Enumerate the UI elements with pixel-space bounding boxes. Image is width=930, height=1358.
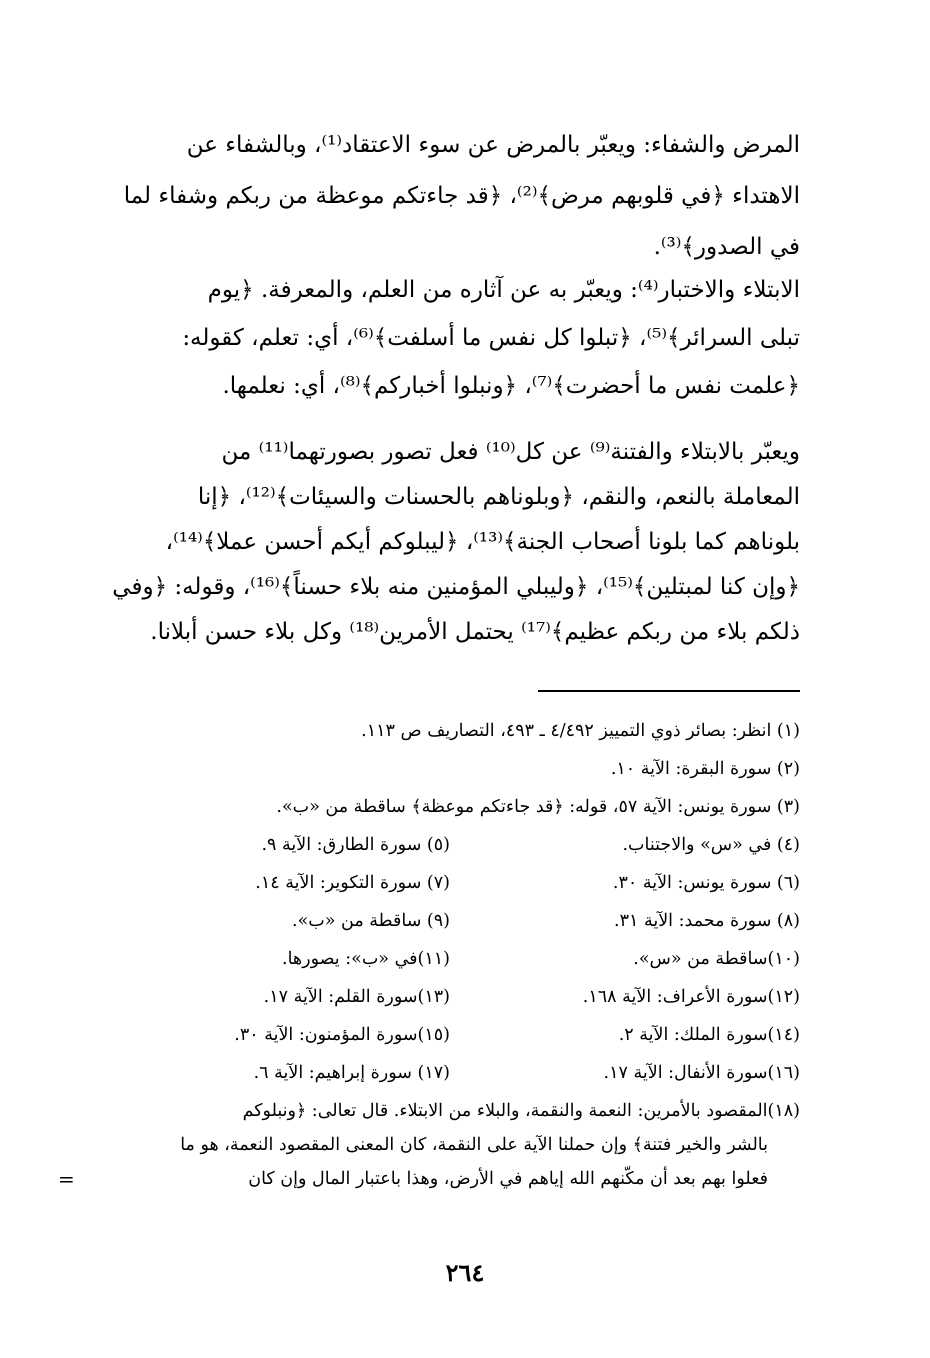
text-line: المعاملة بالنعم، والنقم، ﴿وبلوناهم بالحسنات والسيئات﴾⁽¹²⁾، ﴿إنا — [197, 484, 800, 510]
footnote: (٤) في «س» والاجتناب. — [622, 835, 800, 855]
text-line: بلوناهم كما بلونا أصحاب الجنة﴾⁽¹³⁾، ﴿ليبلوكم أيكم أحسن عملا﴾⁽¹⁴⁾، — [165, 529, 800, 555]
footnote: (١٤)سورة الملك: الآية ٢. — [618, 1025, 800, 1045]
footnote-18 — [58, 1094, 800, 1196]
footnote: (١) انظر: بصائر ذوي التمييز ٤/٤٩٢ ـ ٤٩٣، التصاريف ص ١١٣. — [361, 721, 800, 741]
footnote: (٩) ساقطة من «ب». — [292, 911, 450, 931]
footnote: (٦) سورة يونس: الآية ٣٠. — [612, 873, 800, 893]
text-line: ﴿وإن كنا لمبتلين﴾⁽¹⁵⁾، ﴿وليبلي المؤمنين منه بلاء حسناً﴾⁽¹⁶⁾، وقوله: ﴿وفي — [112, 574, 800, 600]
footnote: (١٢)سورة الأعراف: الآية ١٦٨. — [582, 987, 800, 1007]
footnote-pair — [70, 978, 800, 1016]
text-line: الابتلاء والاختبار⁽⁴⁾: ويعبّر به عن آثاره من العلم، والمعرفة. ﴿يوم — [207, 277, 800, 303]
footnotes — [58, 712, 800, 1196]
text-line: تبلى السرائر﴾⁽⁵⁾، ﴿تبلوا كل نفس ما أسلفت﴾⁽⁶⁾، أي: تعلم، كقوله: — [182, 325, 800, 351]
text-line: الاهتداء ﴿في قلوبهم مرض﴾⁽²⁾، ﴿قد جاءتكم موعظة من ربكم وشفاء لما — [123, 183, 800, 209]
footnote-pair — [70, 902, 800, 940]
text-line: في الصدور﴾⁽³⁾. — [653, 234, 800, 260]
paragraph-trial-temptation — [105, 430, 800, 655]
footnote-line: (١٨)المقصود بالأمرين: النعمة والنقمة، والبلاء من الابتلاء. قال تعالى: ﴿ونبلوكم — [242, 1101, 800, 1121]
footnote: (٧) سورة التكوير: الآية ١٤. — [255, 873, 450, 893]
paragraph-illness-cure — [105, 120, 800, 273]
paragraph-trial-test — [105, 266, 800, 410]
footnote-pair — [70, 826, 800, 864]
footnote-pair — [70, 1054, 800, 1092]
footnote: (١٦)سورة الأنفال: الآية ١٧. — [603, 1063, 800, 1083]
footnote-line: فعلوا بهم بعد أن مكّنهم الله إياهم في الأرض، وهذا باعتبار المال وإن كان — [248, 1169, 768, 1189]
footnote: (١٠)ساقطة من «س». — [633, 949, 800, 969]
page-number: ٢٦٤ — [445, 1258, 485, 1287]
footnote: (٨) سورة محمد: الآية ٣١. — [614, 911, 800, 931]
footnote-separator — [538, 690, 800, 692]
footnote: (٢) سورة البقرة: الآية ١٠. — [610, 759, 800, 779]
footnote: (١١)في «ب»: يصورها. — [282, 949, 450, 969]
footnote-pair — [70, 940, 800, 978]
footnote-pair — [70, 1016, 800, 1054]
footnote: (١٧) سورة إبراهيم: الآية ٦. — [253, 1063, 450, 1083]
text-line: المرض والشفاء: ويعبّر بالمرض عن سوء الاعتقاد⁽¹⁾، وبالشفاء عن — [186, 132, 800, 158]
footnote-pair — [70, 864, 800, 902]
footnote: (١٥)سورة المؤمنون: الآية ٣٠. — [234, 1025, 450, 1045]
footnote: (٥) سورة الطارق: الآية ٩. — [261, 835, 450, 855]
text-line: ذلكم بلاء من ربكم عظيم﴾⁽¹⁷⁾ يحتمل الأمرين⁽¹⁸⁾ وكل بلاء حسن أبلانا. — [150, 619, 800, 645]
footnote-line: بالشر والخير فتنة﴾ وإن حملنا الآية على النقمة، كان المعنى المقصود النعمة، هو ما — [180, 1135, 768, 1155]
footnote: (١٣)سورة القلم: الآية ١٧. — [263, 987, 450, 1007]
text-line: ويعبّر بالابتلاء والفتنة⁽⁹⁾ عن كل⁽¹⁰⁾ فعل تصور بصورتهما⁽¹¹⁾ من — [221, 439, 800, 465]
text-line: ﴿علمت نفس ما أحضرت﴾⁽⁷⁾، ﴿ونبلوا أخباركم﴾⁽⁸⁾، أي: نعلمها. — [222, 373, 800, 399]
footnote: (٣) سورة يونس: الآية ٥٧، قوله: ﴿قد جاءتكم موعظة﴾ ساقطة من «ب». — [276, 797, 800, 817]
continuation-mark: = — [58, 1167, 75, 1191]
